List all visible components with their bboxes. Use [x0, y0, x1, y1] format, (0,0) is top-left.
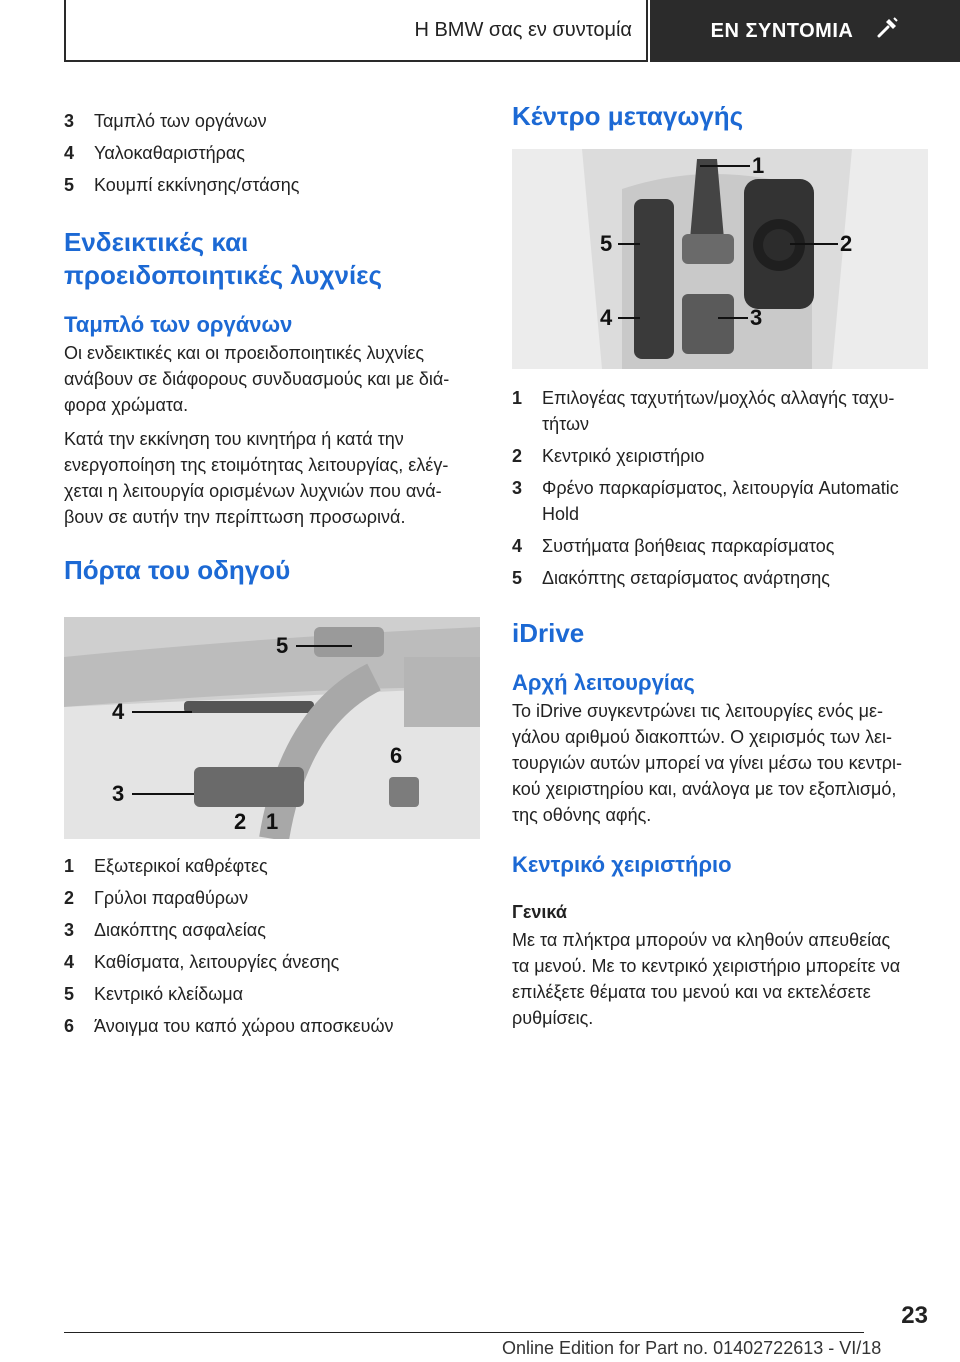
idrive-paragraph: Το iDrive συγκεντρώνει τις λειτουργίες ενός με‐ γάλου αριθμού διακοπτών. Ο χειρισμός των λει‐ τουργιών αυτών μπορεί να γίνει μέσω του κεντρι‐ κού χειριστηρίου και, ανάλογα με τον εξοπλισμό, της οθόνης αφής. — [512, 701, 903, 825]
list-item: 5 Κεντρικό κλείδωμα — [64, 984, 244, 1004]
door-callout: 6 — [390, 743, 403, 768]
door-illustration — [64, 617, 480, 839]
driver-door-figure — [64, 617, 480, 839]
callout-line — [132, 793, 194, 795]
lamps-paragraph-2: Κατά την εκκίνηση του κινητήρα ή κατά την ενεργοποίηση της ετοιμότητας λειτουργίας, ελέγ‐ χεται η λειτουργία ορισμένων λυχνιών που ανά‐ βουν σε αυτήν την περίπτωση προσωρινά. — [64, 429, 449, 527]
callout-line — [790, 243, 838, 245]
general-heading: Γενικά — [512, 902, 567, 922]
section-header — [64, 0, 648, 62]
door-callout: 2 — [234, 809, 247, 834]
chapter-header-tab[interactable] — [650, 0, 960, 62]
callout-line — [700, 165, 750, 167]
center-console-heading: Κέντρο μεταγωγής — [512, 101, 744, 131]
list-item: 4 Συστήματα βοήθειας παρκαρίσματος — [512, 536, 835, 556]
console-callout: 5 — [600, 231, 613, 256]
list-item: 4 Υαλοκαθαριστήρας — [64, 143, 245, 163]
callout-line — [296, 645, 352, 647]
door-legend-list — [64, 853, 480, 1039]
controller-subheading: Κεντρικό χειριστήριο — [512, 852, 732, 877]
intro-list — [64, 108, 480, 198]
left-column — [64, 108, 480, 1045]
right-column — [512, 100, 928, 1031]
chapter-title: ΕΝ ΣΥΝΤΟΜΙΑ — [710, 19, 854, 42]
dashboard-subheading: Ταμπλό των οργάνων — [64, 312, 293, 337]
door-callout: 5 — [276, 633, 289, 658]
list-item: 3 Φρένο παρκαρίσματος, λειτουργία Automatic Hold — [512, 478, 899, 524]
idrive-heading: iDrive — [512, 618, 585, 648]
list-item: 3 Διακόπτης ασφαλείας — [64, 920, 266, 940]
callout-line — [718, 317, 748, 319]
lamps-paragraph-1: Οι ενδεικτικές και οι προειδοποιητικές λυχνίες ανάβουν σε διάφορους συνδυασμούς και με διά‐ φορα χρώματα. — [64, 343, 450, 415]
callout-line — [618, 317, 640, 319]
console-callout: 3 — [750, 305, 763, 330]
list-item: 1 Επιλογέας ταχυτήτων/μοχλός αλλαγής ταχυ‐ τήτων — [512, 388, 895, 434]
console-callout: 1 — [752, 153, 765, 178]
center-console-figure — [512, 149, 928, 369]
edition-footer: Online Edition for Part no. 01402722613 - VI/18 — [502, 1338, 882, 1358]
principle-subheading: Αρχή λειτουργίας — [512, 670, 695, 695]
list-item: 2 Γρύλοι παραθύρων — [64, 888, 249, 908]
general-paragraph: Με τα πλήκτρα μπορούν να κληθούν απευθείας τα μενού. Με το κεντρικό χειριστήριο μπορείτε να επιλέξετε θέματα του μενού και να εκτελέσετε ρυθμίσεις. — [512, 930, 901, 1028]
callout-line — [132, 711, 192, 713]
section-title: Η BMW σας εν συντομία — [414, 18, 632, 41]
tools-icon — [875, 16, 899, 46]
door-callout: 3 — [112, 781, 125, 806]
console-callout: 4 — [600, 305, 613, 330]
footer-divider — [64, 1332, 864, 1333]
door-callout: 4 — [112, 699, 125, 724]
door-callout: 1 — [266, 809, 279, 834]
driver-door-heading: Πόρτα του οδηγού — [64, 555, 291, 585]
list-item: 2 Κεντρικό χειριστήριο — [512, 446, 705, 466]
list-item: 3 Ταμπλό των οργάνων — [64, 111, 267, 131]
list-item: 5 Κουμπί εκκίνησης/στάσης — [64, 175, 300, 195]
callout-line — [618, 243, 640, 245]
console-legend-list — [512, 385, 928, 591]
console-callout: 2 — [840, 231, 853, 256]
lamps-heading: Ενδεικτικές και προειδοποιητικές λυχνίες — [64, 227, 383, 290]
list-item: 1 Εξωτερικοί καθρέφτες — [64, 856, 268, 876]
list-item: 6 Άνοιγμα του καπό χώρου αποσκευών — [64, 1016, 394, 1036]
list-item: 5 Διακόπτης σεταρίσματος ανάρτησης — [512, 568, 830, 588]
console-illustration — [512, 149, 928, 369]
list-item: 4 Καθίσματα, λειτουργίες άνεσης — [64, 952, 340, 972]
page-number: 23 — [901, 1302, 928, 1329]
